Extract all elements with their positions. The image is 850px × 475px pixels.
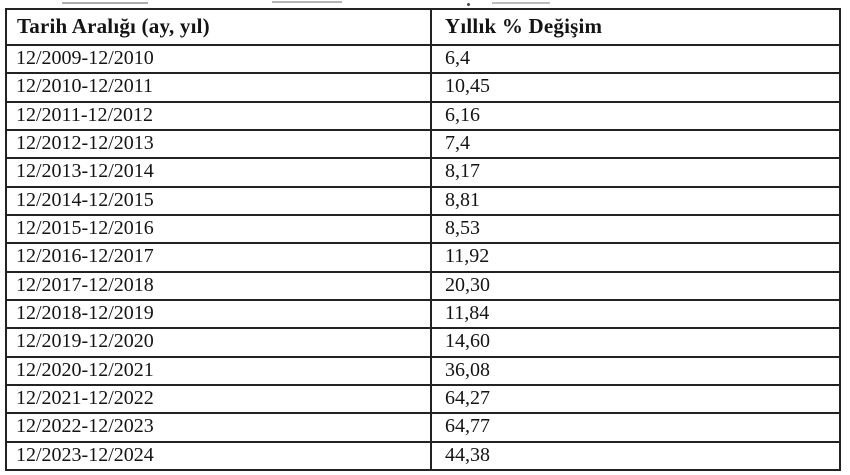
table-row: [6, 73, 840, 101]
annual-change-cell: 20,30: [431, 272, 840, 300]
date-range-cell: 12/2011-12/2012: [6, 102, 431, 130]
table-row: [6, 102, 840, 130]
date-range-cell: 12/2009-12/2010: [6, 45, 431, 73]
date-range-cell: 12/2020-12/2021: [6, 357, 431, 385]
date-range-cell: 12/2013-12/2014: [6, 158, 431, 186]
annual-change-cell: 44,38: [431, 442, 840, 470]
annual-change-cell: 11,92: [431, 243, 840, 271]
table-row: [6, 243, 840, 271]
annual-change-cell: 11,84: [431, 300, 840, 328]
table-row: [6, 45, 840, 73]
scan-artifact: [62, 2, 148, 4]
date-range-cell: 12/2014-12/2015: [6, 187, 431, 215]
table-row: [6, 300, 840, 328]
annual-change-cell: 64,27: [431, 385, 840, 413]
table-row: [6, 442, 840, 470]
table-row: [6, 215, 840, 243]
annual-change-cell: 10,45: [431, 73, 840, 101]
scan-artifact: [492, 2, 550, 4]
date-range-cell: 12/2010-12/2011: [6, 73, 431, 101]
table-row: [6, 328, 840, 356]
date-range-cell: 12/2019-12/2020: [6, 328, 431, 356]
annual-change-cell: 14,60: [431, 328, 840, 356]
annual-change-table: [5, 8, 841, 471]
date-range-cell: 12/2016-12/2017: [6, 243, 431, 271]
table-header-row: [6, 9, 840, 45]
date-range-cell: 12/2022-12/2023: [6, 413, 431, 441]
table-row: [6, 357, 840, 385]
annual-change-cell: 6,4: [431, 45, 840, 73]
annual-change-cell: 8,81: [431, 187, 840, 215]
table-row: [6, 413, 840, 441]
annual-change-cell: 64,77: [431, 413, 840, 441]
column-header-annual-change: Yıllık % Değişim: [431, 9, 840, 45]
annual-change-cell: 7,4: [431, 130, 840, 158]
date-range-cell: 12/2023-12/2024: [6, 442, 431, 470]
date-range-cell: 12/2018-12/2019: [6, 300, 431, 328]
scan-artifact: [467, 3, 470, 6]
table-row: [6, 385, 840, 413]
table-row: [6, 130, 840, 158]
annual-change-cell: 36,08: [431, 357, 840, 385]
annual-change-cell: 6,16: [431, 102, 840, 130]
annual-change-cell: 8,53: [431, 215, 840, 243]
column-header-date-range: Tarih Aralığı (ay, yıl): [6, 9, 431, 45]
table-row: [6, 272, 840, 300]
date-range-cell: 12/2015-12/2016: [6, 215, 431, 243]
date-range-cell: 12/2012-12/2013: [6, 130, 431, 158]
annual-change-cell: 8,17: [431, 158, 840, 186]
table-row: [6, 187, 840, 215]
table-row: [6, 158, 840, 186]
date-range-cell: 12/2021-12/2022: [6, 385, 431, 413]
scan-artifact: [272, 1, 342, 3]
date-range-cell: 12/2017-12/2018: [6, 272, 431, 300]
